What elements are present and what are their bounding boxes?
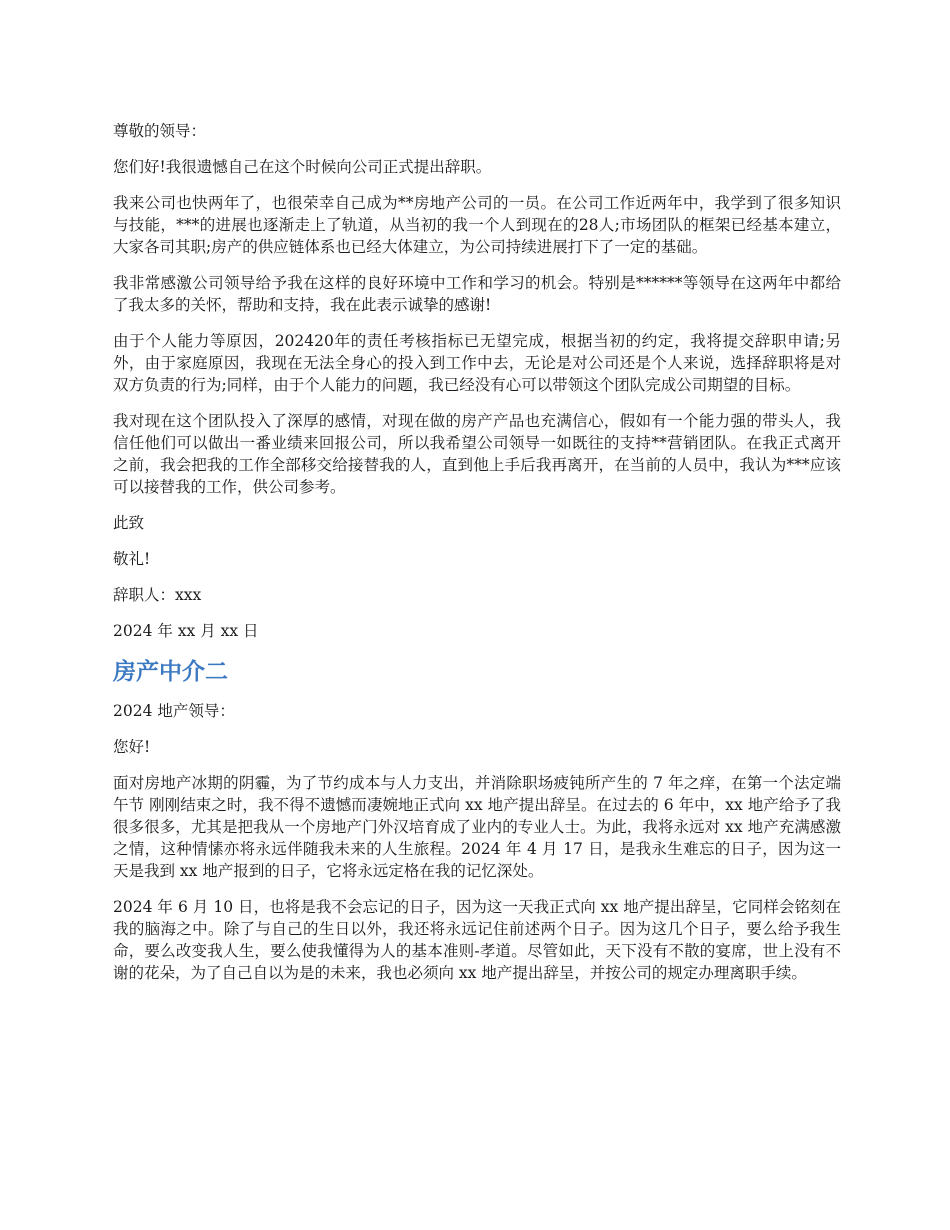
document-page xyxy=(113,120,841,998)
paragraph-2-1: 面对房地产冰期的阴霾，为了节约成本与人力支出，并消除职场疲钝所产生的 7 年之痒，在第一个法定端午节 刚刚结束之时，我不得不遗憾而凄婉地正式向 xx 地产提出辞呈。在过去的 6 年中，xx 地产给予了我很多很多，尤其是把我从一个房地产门外汉培育成了业内的专业人士。为此，我将永远对 xx 地产充满感激之情，这种情愫亦将永远伴随我未来的人生旅程。2024 年 4 月 17 日，是我永生难忘的日子，因为这一天是我到 xx 地产报到的日子，它将永远定格在我的记忆深处。 xyxy=(113,774,841,880)
paragraph-handover: 我对现在这个团队投入了深厚的感情，对现在做的房产产品也充满信心，假如有一个能力强的带头人，我信任他们可以做出一番业绩来回报公司，所以我希望公司领导一如既往的支持**营销团队。在我正式离开之前，我会把我的工作全部移交给接替我的人，直到他上手后我再离开，在当前的人员中，我认为***应该可以接替我的工作，供公司参考。 xyxy=(113,412,841,496)
salutation: 尊敬的领导： xyxy=(113,122,207,140)
signer: 辞职人：xxx xyxy=(113,586,202,604)
greeting-2: 您好! xyxy=(113,738,151,756)
paragraph-opening: 您们好!我很遗憾自己在这个时候向公司正式提出辞职。 xyxy=(113,158,492,176)
paragraph-2-2: 2024 年 6 月 10 日，也将是我不会忘记的日子，因为这一天我正式向 xx 地产提出辞呈，它同样会铭刻在我的脑海之中。除了与自己的生日以外，我还将永远记住前述两个日子。因为这几个日子，要么给予我生命，要么改变我人生，要么使我懂得为人的基本准则-孝道。尽管如此，天下没有不散的宴席，世上没有不谢的花朵，为了自己自以为是的未来，我也必须向 xx 地产提出辞呈，并按公司的规定办理离职手续。 xyxy=(113,898,841,982)
paragraph-reasons: 由于个人能力等原因，202420年的责任考核指标已无望完成，根据当初的约定，我将提交辞职申请;另外，由于家庭原因，我现在无法全身心的投入到工作中去，无论是对公司还是个人来说，选择辞职将是对双方负责的行为;同样，由于个人能力的问题，我已经没有心可以带领这个团队完成公司期望的目标。 xyxy=(113,332,841,394)
salutation-2: 2024 地产领导： xyxy=(113,702,235,720)
section-heading: 房产中介二 xyxy=(113,659,228,685)
date: 2024 年 xx 月 xx 日 xyxy=(113,622,259,640)
paragraph-background: 我来公司也快两年了，也很荣幸自己成为**房地产公司的一员。在公司工作近两年中，我学到了很多知识与技能，***的进展也逐渐走上了轨道，从当初的我一个人到现在的28人;市场团队的框架已经基本建立，大家各司其职;房产的供应链体系也已经大体建立，为公司持续进展打下了一定的基础。 xyxy=(113,194,841,256)
closing-line-1: 此致 xyxy=(113,514,145,532)
paragraph-gratitude: 我非常感激公司领导给予我在这样的良好环境中工作和学习的机会。特别是******等领导在这两年中都给了我太多的关怀，帮助和支持，我在此表示诚挚的感谢! xyxy=(113,274,841,314)
closing-line-2: 敬礼! xyxy=(113,550,151,568)
